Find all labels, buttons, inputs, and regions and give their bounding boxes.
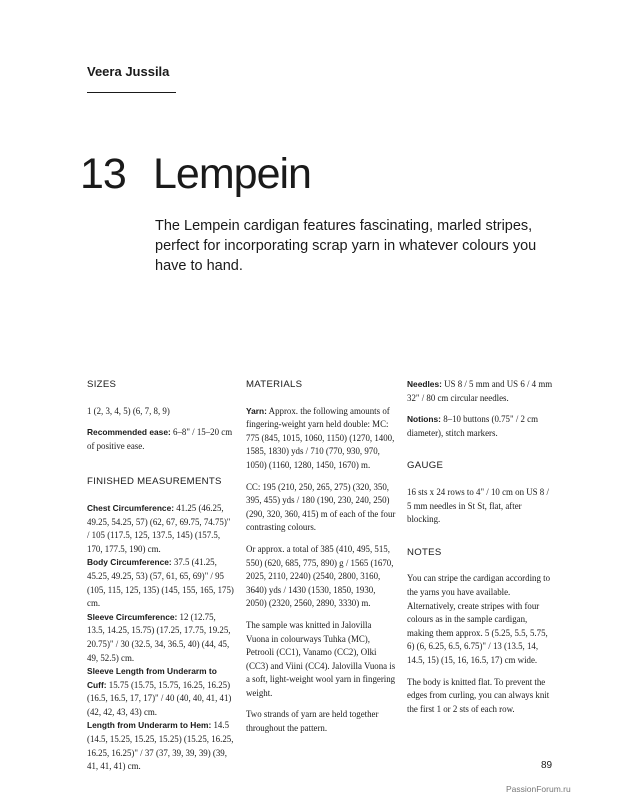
intro-paragraph: The Lempein cardigan features fascinating, marled stripes, perfect for incorporating scrap yarn in whatever colours you have to hand. xyxy=(155,218,537,274)
finished-heading: FINISHED MEASUREMENTS xyxy=(87,476,222,488)
materials-heading: MATERIALS xyxy=(246,379,303,390)
needles-text: US 8 / 5 mm and US 6 / 4 mm 32" / 80 cm circular needles. xyxy=(407,379,553,403)
ease-text: 6–8" / 15–20 cm of positive ease. xyxy=(87,427,233,451)
pattern-number: 13 xyxy=(80,150,126,198)
chest-paragraph xyxy=(87,502,235,556)
notes-heading: NOTES xyxy=(407,546,442,558)
notions-label: Notions: xyxy=(407,414,441,425)
yarn-paragraph xyxy=(246,405,396,473)
sleeve-paragraph xyxy=(87,611,235,665)
column-needles-gauge-notes xyxy=(407,378,555,716)
chest-text: 41.25 (46.25, 49.25, 54.25, 57) (62, 67, 69.75, 74.75)" / 105 (117.5, 125, 137.5, 145) (157.5, 170, 177.5, 190) cm. xyxy=(87,502,231,554)
needles-label: Needles: xyxy=(407,379,442,389)
yarn-text: Approx. the following amounts of fingering-weight yarn held double: MC: 775 (845, 1015, 1060, 1150) (1270, 1400, 1585, 1830) yds / 710 (770, 930, 970, 1050) (1160, 1280, 1450, 1670) m. xyxy=(246,405,395,470)
gauge-heading: GAUGE xyxy=(407,460,444,472)
notions-text: 8–10 buttons (0.75" / 2 cm diameter), stitch markers. xyxy=(407,414,539,438)
gauge-paragraph: 16 sts x 24 rows to 4" / 10 cm on US 8 / 5 mm needles in St St, flat, after blocking. xyxy=(407,486,549,525)
column-sizes-measurements xyxy=(87,378,235,774)
hem-text: 14.5 (14.5, 15.25, 15.25, 15.25) (15.25, 16.25, 16.25, 16.25)" / 37 (37, 39, 39, 39) (39, 41, 41, 41) cm. xyxy=(87,720,234,772)
sleeve-label: Sleeve Circumference: xyxy=(87,611,178,622)
author-name: Veera Jussila xyxy=(87,64,170,79)
cuff-text: 15.75 (15.75, 15.75, 16.25, 16.25) (16.5, 16.5, 17, 17)" / 40 (40, 40, 41, 41) (42, 42, 43, 43) cm. xyxy=(87,679,232,717)
notes-paragraph-1: You can stripe the cardigan according to the yarns you have available. Alternatively, create stripes with four colours as in the sample cardigan, making them approx. 5 (5.25, 5.5, 5.75, 6) (6, 6.25, 6.5, 6.75)" / 13 (13.5, 14, 14.5, 15) (15, 16, 16.5, 17) cm wide. xyxy=(407,573,551,665)
sizes-text: 1 (2, 3, 4, 5) (6, 7, 8, 9) xyxy=(87,405,170,416)
notes-paragraph-2: The body is knitted flat. To prevent the edges from curling, you can always knit the first 1 or 2 sts of each row. xyxy=(407,676,550,714)
chest-label: Chest Circumference: xyxy=(87,502,175,513)
pattern-title: Lempein xyxy=(153,150,311,198)
cc-paragraph: CC: 195 (210, 250, 265, 275) (320, 350, 395, 455) yds / 180 (190, 230, 240, 250) (290, 320, 360, 415) m of each of the four contrasting colours. xyxy=(246,481,396,533)
hem-label: Length from Underarm to Hem: xyxy=(87,720,212,731)
sample-paragraph: The sample was knitted in Jalovilla Vuona in colourways Tuhka (MC), Petrooli (CC1), Vanamo (CC2), Olki (CC3) and Viini (CC4). Jalovilla Vuona is a soft, light-weight wool yarn in fingering weight. xyxy=(246,619,396,698)
body-paragraph xyxy=(87,556,235,610)
notions-paragraph xyxy=(407,413,555,440)
sleeve-text: 12 (12.75, 13.5, 14.25, 15.75) (17.25, 17.75, 19.25, 20.75)" / 30 (32.5, 34, 36.5, 40) (44, 45, 49, 52.5) cm. xyxy=(87,611,231,663)
column-materials xyxy=(246,378,396,736)
ease-paragraph xyxy=(87,426,235,453)
body-text: 37.5 (41.25, 45.25, 49.25, 53) (57, 61, 65, 69)" / 95 (105, 115, 125, 135) (145, 155, 165, 175) cm. xyxy=(87,557,234,609)
watermark-text: PassionForum.ru xyxy=(506,784,571,794)
needles-paragraph xyxy=(407,378,555,405)
ease-label: Recommended ease: xyxy=(87,427,171,438)
author-underline xyxy=(87,92,176,93)
page-number: 89 xyxy=(541,760,553,771)
sizes-heading: SIZES xyxy=(87,379,117,390)
hem-paragraph xyxy=(87,719,235,773)
total-paragraph: Or approx. a total of 385 (410, 495, 515, 550) (620, 685, 775, 890) g / 1565 (1670, 2025, 2110, 2240) (2540, 2800, 3160, 3640) yds / 1430 (1530, 1850, 1930, 2050) (2320, 2560, 2890, 3330) m. xyxy=(246,543,394,609)
body-label: Body Circumference: xyxy=(87,557,172,568)
yarn-label: Yarn: xyxy=(246,405,267,416)
strands-paragraph: Two strands of yarn are held together throughout the pattern. xyxy=(246,709,379,734)
cuff-paragraph xyxy=(87,665,235,719)
cuff-label: Sleeve Length from Underarm to Cuff: xyxy=(87,666,217,690)
